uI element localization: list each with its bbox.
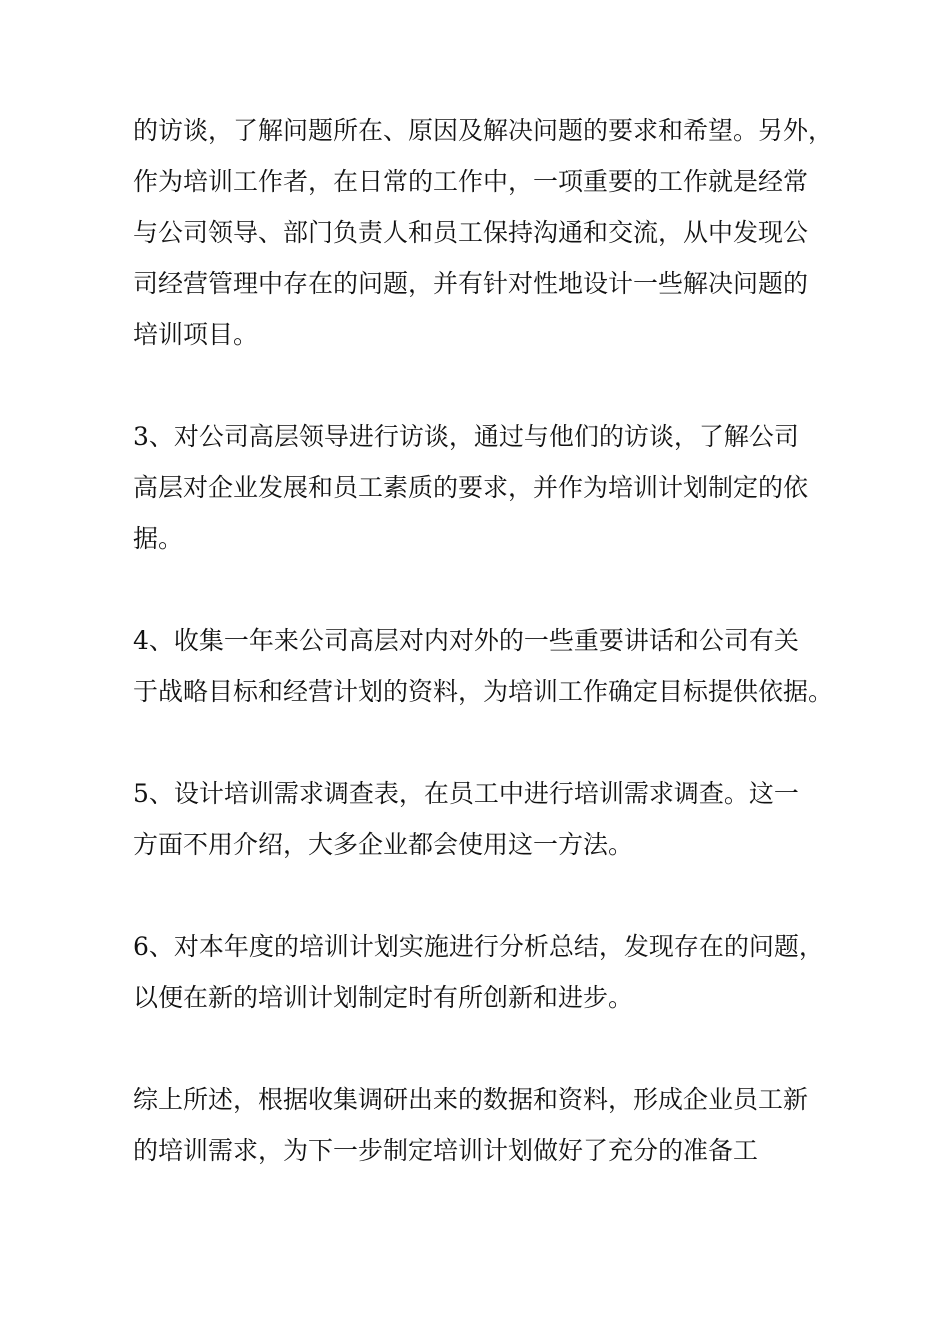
text-line: 的培训需求，为下一步制定培训计划做好了充分的准备工 bbox=[133, 1136, 759, 1165]
paragraph-spacer bbox=[133, 564, 833, 615]
paragraph-item-3 bbox=[133, 411, 833, 564]
text-line: 方面不用介绍，大多企业都会使用这一方法。 bbox=[133, 830, 634, 859]
text-line: 作为培训工作者，在日常的工作中，一项重要的工作就是经常 bbox=[133, 167, 809, 196]
paragraph-summary bbox=[133, 1074, 833, 1176]
document-body bbox=[133, 105, 833, 1176]
paragraph-interview-continuation bbox=[133, 105, 833, 360]
text-line: 于战略目标和经营计划的资料，为培训工作确定目标提供依据。 bbox=[133, 677, 834, 706]
paragraph-spacer bbox=[133, 360, 833, 411]
text-line: 4、收集一年来公司高层对内对外的一些重要讲话和公司有关 bbox=[133, 626, 799, 655]
text-line: 5、设计培训需求调查表，在员工中进行培训需求调查。这一 bbox=[133, 779, 799, 808]
paragraph-spacer bbox=[133, 717, 833, 768]
paragraph-item-5 bbox=[133, 768, 833, 870]
paragraph-spacer bbox=[133, 1023, 833, 1074]
paragraph-item-4 bbox=[133, 615, 833, 717]
text-line: 司经营管理中存在的问题，并有针对性地设计一些解决问题的 bbox=[133, 269, 809, 298]
text-line: 3、对公司高层领导进行访谈，通过与他们的访谈，了解公司 bbox=[133, 422, 799, 451]
paragraph-item-6 bbox=[133, 921, 833, 1023]
text-line: 6、对本年度的培训计划实施进行分析总结，发现存在的问题， bbox=[133, 932, 824, 961]
text-line: 以便在新的培训计划制定时有所创新和进步。 bbox=[133, 983, 634, 1012]
paragraph-spacer bbox=[133, 870, 833, 921]
text-line: 与公司领导、部门负责人和员工保持沟通和交流，从中发现公 bbox=[133, 218, 809, 247]
text-line: 综上所述，根据收集调研出来的数据和资料，形成企业员工新 bbox=[133, 1085, 809, 1114]
text-line: 的访谈，了解问题所在、原因及解决问题的要求和希望。另外， bbox=[133, 116, 834, 145]
text-line: 据。 bbox=[133, 524, 184, 553]
text-line: 高层对企业发展和员工素质的要求，并作为培训计划制定的依 bbox=[133, 473, 809, 502]
text-line: 培训项目。 bbox=[133, 320, 259, 349]
